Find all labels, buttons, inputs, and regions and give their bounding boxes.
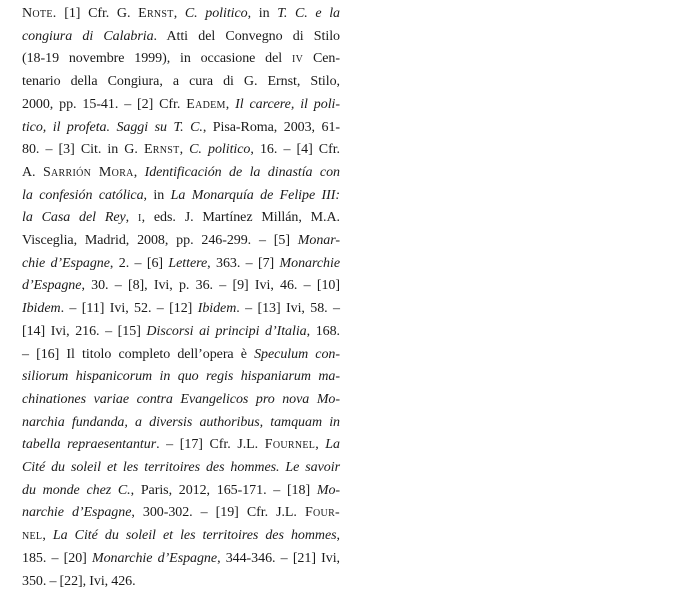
small-caps-text: i	[137, 210, 142, 226]
note-line	[22, 275, 340, 298]
italic-text: narchie d’Espagne	[22, 505, 132, 521]
note-text: 185. – [20]	[22, 550, 92, 566]
note-line	[22, 525, 340, 548]
italic-text: Monar-	[297, 233, 340, 249]
italic-text: tico, il profeta. Saggi su T. C.	[22, 119, 203, 135]
italic-text: Ibidem	[22, 301, 61, 317]
italic-text: chie d’Espagne	[22, 255, 110, 271]
italic-text: congiura di Calabria	[22, 28, 154, 44]
note-line	[22, 139, 340, 162]
note-text: 80. – [3] Cit. in G.	[22, 142, 144, 158]
note-text: , eds. J. Martínez Millán, M.A.	[141, 210, 341, 226]
small-caps-text: Sarrión Mora	[42, 164, 134, 180]
small-caps-text: iv	[291, 51, 304, 67]
italic-text: La	[325, 437, 340, 453]
note-line	[22, 321, 340, 344]
note-text: , 2. – [6]	[109, 255, 169, 271]
italic-text: d’Espagne	[22, 278, 82, 294]
note-text: , Paris, 2012, 165-171. – [18]	[130, 482, 317, 498]
italic-text: Cité du soleil et les territoires des hommes. Le savoir	[22, 460, 340, 476]
note-line	[22, 298, 340, 321]
italic-text: Il carcere, il poli-	[235, 96, 340, 112]
note-line	[22, 185, 340, 208]
note-text: , 168.	[306, 323, 340, 339]
note-text: , 363. – [7]	[207, 255, 280, 271]
note-line	[22, 502, 340, 525]
small-caps-text: Four-	[304, 505, 340, 521]
note-text: ,	[125, 210, 138, 226]
italic-text: Mo-	[316, 482, 341, 498]
note-text: Cen-	[303, 51, 340, 67]
small-caps-text: Ernst	[143, 142, 180, 158]
italic-text: chinationes variae contra Evangelicos pro nova Mo-	[22, 391, 340, 407]
italic-text: Ibidem	[197, 301, 237, 317]
note-line	[22, 571, 340, 593]
note-line	[22, 480, 340, 503]
italic-text: La Cité du soleil et les territoires des hommes	[52, 528, 337, 544]
note-text: , 344-346. – [21] Ivi,	[217, 550, 340, 566]
note-line	[22, 253, 340, 276]
note-text: ,	[336, 528, 340, 544]
note-line	[22, 457, 340, 480]
small-caps-text: nel	[22, 528, 43, 544]
note-text: , 30. – [8], Ivi, p. 36. – [9] Ivi, 46. – [10]	[81, 278, 340, 294]
note-text: ,	[315, 437, 326, 453]
note-text: A.	[22, 164, 43, 180]
note-text: 350. – [22], Ivi, 426.	[22, 573, 136, 589]
italic-text: Lettere	[168, 255, 208, 271]
italic-text: Monarchie d’Espagne	[91, 550, 218, 566]
note-line	[22, 344, 340, 367]
note-line	[22, 71, 340, 94]
note-label: Note.	[22, 6, 57, 21]
italic-text: narchia fundanda, a diversis authoribus, tamquam in	[22, 414, 340, 430]
small-caps-text: Eadem	[186, 96, 226, 112]
note-text: , 16. – [4] Cfr.	[250, 142, 341, 158]
footnote-block	[22, 3, 340, 593]
note-text: . – [17] Cfr. J.L.	[156, 437, 265, 453]
italic-text: Speculum con-	[254, 346, 340, 362]
note-text: 2000, pp. 15-41. – [2] Cfr.	[22, 96, 187, 112]
note-line	[22, 230, 340, 253]
note-text: [14] Ivi, 216. – [15]	[22, 323, 147, 339]
note-line	[22, 366, 340, 389]
italic-text: Identificación de la dinastía con	[144, 164, 340, 180]
note-text: ,	[42, 528, 53, 544]
italic-text: C. politico	[189, 142, 251, 158]
note-line	[22, 94, 340, 117]
note-line	[22, 48, 340, 71]
note-text: ,	[133, 164, 145, 180]
note-text: Visceglia, Madrid, 2008, pp. 246-299. – [5]	[22, 233, 298, 249]
italic-text: Monarchie	[279, 255, 340, 271]
note-line	[22, 207, 340, 230]
note-text: ,	[179, 142, 190, 158]
note-line	[22, 162, 340, 185]
note-line	[22, 548, 340, 571]
note-line	[22, 412, 340, 435]
note-text: [1] Cfr. G.	[64, 6, 139, 21]
italic-text: T. C. e la	[277, 6, 341, 21]
note-text: . – [11] Ivi, 52. – [12]	[60, 301, 198, 317]
note-text: (18-19 novembre 1999), in occasione del	[22, 51, 292, 67]
note-text: , in	[143, 187, 171, 203]
small-caps-text: Fournel	[264, 437, 316, 453]
note-text: – [16] Il titolo completo dell’opera è	[22, 346, 255, 362]
note-text: , 300-302. – [19] Cfr. J.L.	[131, 505, 305, 521]
note-text: . Atti del Convegno di Stilo	[153, 28, 340, 44]
italic-text: Discorsi ai principi d’Italia	[146, 323, 307, 339]
italic-text: la confesión católica	[22, 187, 144, 203]
italic-text: la Casa del Rey	[22, 210, 126, 226]
italic-text: C. politico	[184, 6, 248, 21]
small-caps-text: Ernst	[138, 6, 174, 21]
note-line	[22, 117, 340, 140]
note-text: , Pisa-Roma, 2003, 61-	[202, 119, 341, 135]
italic-text: La Monarquía de Felipe III:	[170, 187, 341, 203]
italic-text: du monde chez C.	[22, 482, 131, 498]
note-line	[22, 26, 340, 49]
note-text: , in	[247, 6, 278, 21]
note-text: tenario della Congiura, a cura di G. Ernst, Stilo,	[22, 74, 340, 90]
note-text: ,	[225, 96, 236, 112]
italic-text: tabella repraesentantur	[22, 437, 157, 453]
note-line	[22, 434, 340, 457]
note-text: . – [13] Ivi, 58. –	[236, 301, 340, 317]
italic-text: siliorum hispanicorum in quo regis hispaniarum ma-	[22, 369, 340, 385]
note-text: ,	[173, 6, 185, 21]
note-line	[22, 389, 340, 412]
note-line	[22, 3, 340, 26]
